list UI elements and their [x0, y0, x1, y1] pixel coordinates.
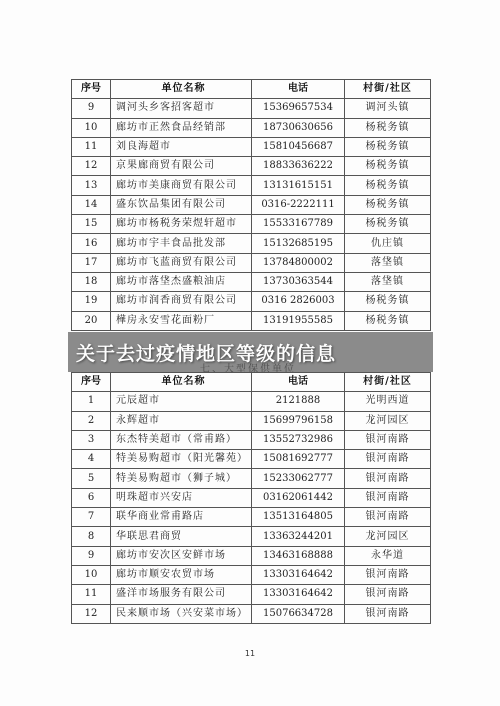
cell-tel: 15699796158 [252, 411, 345, 430]
cell-area: 永华道 [345, 546, 431, 565]
cell-name: 廊坊市杨税务荣煜轩超市 [111, 215, 252, 234]
table-row [72, 392, 431, 411]
cell-tel: 13513164805 [252, 508, 345, 527]
cell-name: 廊坊市飞蓝商贸有限公司 [111, 253, 252, 272]
cell-tel: 15810456687 [252, 137, 345, 156]
table-row [72, 195, 431, 214]
cell-name: 永辉超市 [111, 411, 252, 430]
cell-no: 4 [72, 450, 111, 469]
table-row [72, 137, 431, 156]
cell-no: 13 [72, 176, 111, 195]
cell-area: 银河南路 [345, 450, 431, 469]
table-row [72, 604, 431, 623]
cell-area: 杨税务镇 [345, 176, 431, 195]
table-row [72, 118, 431, 137]
cell-no: 9 [72, 99, 111, 118]
cell-no: 18 [72, 272, 111, 291]
cell-area: 杨税务镇 [345, 215, 431, 234]
cell-area: 银河南路 [345, 508, 431, 527]
table-row [72, 450, 431, 469]
cell-no: 20 [72, 311, 111, 330]
cell-tel: 15233062777 [252, 469, 345, 488]
cell-no: 1 [72, 392, 111, 411]
supplier-table-2 [71, 372, 431, 624]
cell-area: 调河头镇 [345, 99, 431, 118]
cell-name: 元辰超市 [111, 392, 252, 411]
cell-area: 银河南路 [345, 430, 431, 449]
cell-name: 东杰特美超市（常甫路） [111, 430, 252, 449]
table-row [72, 157, 431, 176]
cell-area: 银河南路 [345, 488, 431, 507]
cell-name: 联华商业常甫路店 [111, 508, 252, 527]
cell-no: 12 [72, 157, 111, 176]
cell-area: 银河南路 [345, 585, 431, 604]
cell-area: 杨税务镇 [345, 292, 431, 311]
cell-no: 12 [72, 604, 111, 623]
banner-title: 关于去过疫情地区等级的信息 [76, 343, 337, 365]
cell-no: 9 [72, 546, 111, 565]
header-no: 序号 [72, 80, 111, 99]
cell-name: 特美易购超市（阳光馨苑） [111, 450, 252, 469]
cell-area: 落垡镇 [345, 253, 431, 272]
cell-area: 银河南路 [345, 565, 431, 584]
cell-name: 樺房永安雪花面粉厂 [111, 311, 252, 330]
cell-name: 廊坊市润香商贸有限公司 [111, 292, 252, 311]
cell-no: 5 [72, 469, 111, 488]
table-row [72, 585, 431, 604]
table-row [72, 546, 431, 565]
table-row [72, 488, 431, 507]
cell-tel: 15132685195 [252, 234, 345, 253]
cell-no: 2 [72, 411, 111, 430]
cell-tel: 15369657534 [252, 99, 345, 118]
cell-tel: 13463168888 [252, 546, 345, 565]
cell-area: 龙河园区 [345, 411, 431, 430]
header-area: 村街/社区 [345, 373, 431, 392]
cell-tel: 13303164642 [252, 585, 345, 604]
cell-no: 16 [72, 234, 111, 253]
table-header-row [72, 373, 431, 392]
cell-tel: 0316 2826003 [252, 292, 345, 311]
header-name: 单位名称 [111, 373, 252, 392]
cell-name: 廊坊市正然食品经销部 [111, 118, 252, 137]
table-row [72, 234, 431, 253]
cell-name: 廊坊市美康商贸有限公司 [111, 176, 252, 195]
cell-tel: 13303164642 [252, 565, 345, 584]
header-area: 村街/社区 [345, 80, 431, 99]
cell-area: 银河南路 [345, 604, 431, 623]
cell-no: 14 [72, 195, 111, 214]
cell-no: 11 [72, 137, 111, 156]
cell-name: 盛东饮品集团有限公司 [111, 195, 252, 214]
cell-tel: 18833636222 [252, 157, 345, 176]
table-row [72, 430, 431, 449]
table-row [72, 411, 431, 430]
cell-tel: 03162061442 [252, 488, 345, 507]
cell-name: 廊坊市安次区安鲜市场 [111, 546, 252, 565]
cell-no: 11 [72, 585, 111, 604]
cell-no: 3 [72, 430, 111, 449]
cell-tel: 15533167789 [252, 215, 345, 234]
header-name: 单位名称 [111, 80, 252, 99]
cell-tel: 15081692777 [252, 450, 345, 469]
cell-area: 杨税务镇 [345, 157, 431, 176]
cell-tel: 13363244201 [252, 527, 345, 546]
cell-area: 杨税务镇 [345, 195, 431, 214]
cell-tel: 13784800002 [252, 253, 345, 272]
table-row [72, 215, 431, 234]
cell-tel: 13552732986 [252, 430, 345, 449]
table-row [72, 292, 431, 311]
header-tel: 电话 [252, 80, 345, 99]
cell-tel: 2121888 [252, 392, 345, 411]
cell-tel: 13730363544 [252, 272, 345, 291]
cell-area: 杨税务镇 [345, 311, 431, 330]
table-row [72, 272, 431, 291]
cell-no: 8 [72, 527, 111, 546]
cell-tel: 18730630656 [252, 118, 345, 137]
cell-name: 民来顺市场（兴安菜市场） [111, 604, 252, 623]
cell-name: 廊坊市宇丰食品批发部 [111, 234, 252, 253]
cell-no: 17 [72, 253, 111, 272]
header-tel: 电话 [252, 373, 345, 392]
table-body [72, 99, 431, 331]
table-row [72, 253, 431, 272]
cell-name: 京果廊商贸有限公司 [111, 157, 252, 176]
cell-name: 华联思君商贸 [111, 527, 252, 546]
cell-area: 光明西道 [345, 392, 431, 411]
table-header-row [72, 80, 431, 99]
table-row [72, 527, 431, 546]
cell-area: 杨税务镇 [345, 118, 431, 137]
cell-name: 刘良海超市 [111, 137, 252, 156]
cell-name: 调河头乡客招客超市 [111, 99, 252, 118]
table-body [72, 392, 431, 624]
cell-tel: 13131615151 [252, 176, 345, 195]
header-no: 序号 [72, 373, 111, 392]
cell-tel: 13191955585 [252, 311, 345, 330]
cell-no: 6 [72, 488, 111, 507]
cell-area: 杨税务镇 [345, 137, 431, 156]
supplier-table-1 [71, 79, 431, 331]
cell-name: 盛洋市场服务有限公司 [111, 585, 252, 604]
cell-area: 落垡镇 [345, 272, 431, 291]
cell-tel: 15076634728 [252, 604, 345, 623]
cell-area: 龙河园区 [345, 527, 431, 546]
table-row [72, 311, 431, 330]
cell-no: 15 [72, 215, 111, 234]
cell-name: 明珠超市兴安店 [111, 488, 252, 507]
cell-no: 10 [72, 118, 111, 137]
cell-no: 10 [72, 565, 111, 584]
cell-area: 银河南路 [345, 469, 431, 488]
table-row [72, 565, 431, 584]
cell-name: 廊坊市顺安农贸市场 [111, 565, 252, 584]
cell-tel: 0316-2222111 [252, 195, 345, 214]
table-row [72, 99, 431, 118]
page-number: 11 [244, 649, 256, 658]
cell-area: 仇庄镇 [345, 234, 431, 253]
cell-name: 廊坊市落垡杰盛粮油店 [111, 272, 252, 291]
cell-name: 特美易购超市（狮子城） [111, 469, 252, 488]
cell-no: 7 [72, 508, 111, 527]
table-row [72, 469, 431, 488]
table-row [72, 176, 431, 195]
cell-no: 19 [72, 292, 111, 311]
table-row [72, 508, 431, 527]
